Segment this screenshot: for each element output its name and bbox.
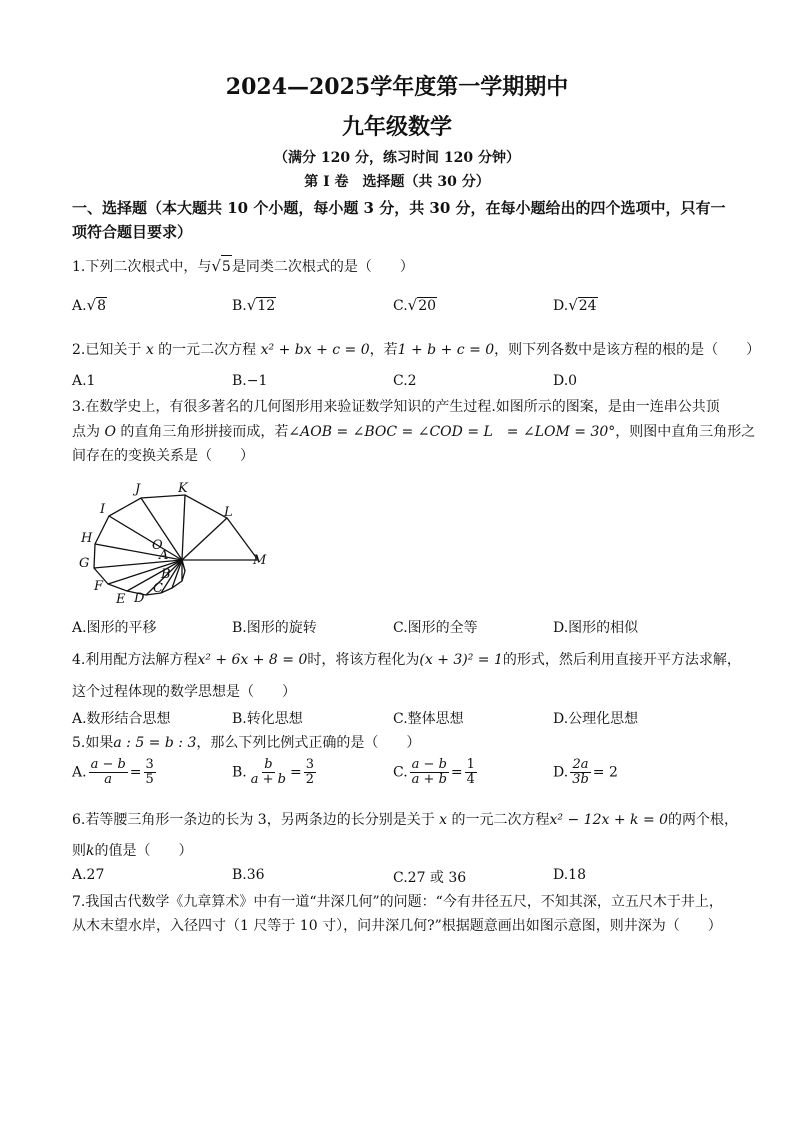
equation: (x + 3)² = 1 <box>419 652 503 668</box>
label-H: H <box>81 531 93 546</box>
section-heading: 一、选择题（本大题共 10 个小题，每小题 3 分，共 30 分，在每小题给出的四个选项中，只有一项符合题目要求） <box>72 199 726 241</box>
q5-option-b: B. $\frac{b}{a + b}$ = $\frac{3}{2}$ <box>232 757 314 787</box>
q1-option-b: B.√12 <box>232 296 276 314</box>
subject-title: 九年级数学 <box>341 114 452 140</box>
question-6-line-2: 则k的值是（ ） <box>72 843 193 859</box>
ratio: a : 5 = b : 3 <box>113 735 197 751</box>
label-O: O <box>152 538 163 553</box>
q6-option-a: A.27 <box>72 867 105 883</box>
q3-option-d: D.图形的相似 <box>553 620 639 636</box>
question-3-line-2: 点为 O 的直角三角形拼接而成，若∠AOB = ∠BOC = ∠COD = L = ∠LOM = 30°，则图中直角三角形之 <box>72 424 756 440</box>
q4-option-d: D.公理化思想 <box>553 711 639 727</box>
label-D: D <box>134 591 145 606</box>
q4-option-b: B.转化思想 <box>232 711 303 727</box>
question-7-line-1: 7.我国古代数学《九章算术》中有一道“井深几何”的问题：“今有井径五尺，不知其深，立五尺木于井上， <box>72 894 723 910</box>
equation: x² − 12x + k = 0 <box>549 812 669 828</box>
part-heading: 第 I 卷 选择题（共 30 分） <box>304 174 490 190</box>
label-G: G <box>79 556 90 571</box>
question-5-stem: 5.如果a : 5 = b : 3，那么下列比例式正确的是（ ） <box>72 735 421 751</box>
q1-option-d: D.√24 <box>553 296 597 314</box>
q5-option-a: A. $\frac{a - b}{a}$ = $\frac{3}{5}$ <box>72 757 154 787</box>
q3-option-b: B.图形的旋转 <box>232 620 317 636</box>
question-6-line-1: 6.若等腰三角形一条边的长为 3，另两条边的长分别是关于 x 的一元二次方程x² − 12x + k = 0的两个根， <box>72 812 739 828</box>
label-I: I <box>100 502 106 517</box>
question-7-line-2: 从木末望水岸，入径四寸（1 尺等于 10 寸），问井深几何?”根据题意画出如图示意图，则井深为（ ） <box>72 918 722 934</box>
question-4-line-1: 4.利用配方法解方程x² + 6x + 8 = 0时，将该方程化为(x + 3)² = 1的形式，然后利用直接开平方法求解， <box>72 652 741 668</box>
question-4-line-2: 这个过程体现的数学思想是（ ） <box>72 684 296 700</box>
score-time-note: （满分 120 分，练习时间 120 分钟） <box>274 150 520 166</box>
q3-option-a: A.图形的平移 <box>72 620 157 636</box>
q3-option-c: C.图形的全等 <box>393 620 478 636</box>
question-3-line-1: 3.在数学史上，有很多著名的几何图形用来验证数学知识的产生过程.如图所示的图案，是由一连串公共顶 <box>72 399 720 415</box>
label-M: M <box>253 553 267 568</box>
q4-option-c: C.整体思想 <box>393 711 464 727</box>
q5-option-c: C. $\frac{a - b}{a + b}$ = $\frac{1}{4}$ <box>393 757 475 787</box>
q6-option-c: C.27 或 36 <box>393 870 467 886</box>
label-E: E <box>116 592 126 607</box>
label-L: L <box>224 505 233 520</box>
q1-option-a: A.√8 <box>72 296 107 314</box>
label-J: J <box>135 482 141 497</box>
equation: x² + 6x + 8 = 0 <box>197 652 308 668</box>
q2-option-c: C.2 <box>393 373 417 389</box>
q2-option-a: A.1 <box>72 373 96 389</box>
q1-option-c: C.√20 <box>393 296 437 314</box>
question-3-line-3: 间存在的变换关系是（ ） <box>72 448 254 464</box>
label-K: K <box>178 481 188 496</box>
label-B: B <box>161 567 171 582</box>
radicand: 5 <box>221 255 232 278</box>
equation: 1 + b + c = 0 <box>397 342 495 358</box>
question-2-stem: 2.已知关于 x 的一元二次方程 x² + bx + c = 0，若1 + b + c = 0，则下列各数中是该方程的根的是（ ） <box>72 342 761 358</box>
equation: x² + bx + c = 0 <box>260 342 370 358</box>
q4-option-a: A.数形结合思想 <box>72 711 171 727</box>
q2-option-b: B.−1 <box>232 373 268 389</box>
q6-option-d: D.18 <box>553 867 586 883</box>
question-1-stem: 1.下列二次根式中，与√5是同类二次根式的是（ ） <box>72 255 414 278</box>
exam-title: 2024—2025学年度第一学期期中 <box>225 74 569 100</box>
spiral-right-triangles-figure <box>72 478 282 608</box>
label-F: F <box>94 579 104 594</box>
label-C: C <box>153 581 163 596</box>
q2-option-d: D.0 <box>553 373 578 389</box>
q6-option-b: B.36 <box>232 867 265 883</box>
label-A: A <box>159 548 169 563</box>
q5-option-d: D. $\frac{2a}{3b}$ = 2 <box>553 757 618 787</box>
angle-equation: ∠AOB = ∠BOC = ∠COD = L = ∠LOM = 30° <box>288 424 616 440</box>
